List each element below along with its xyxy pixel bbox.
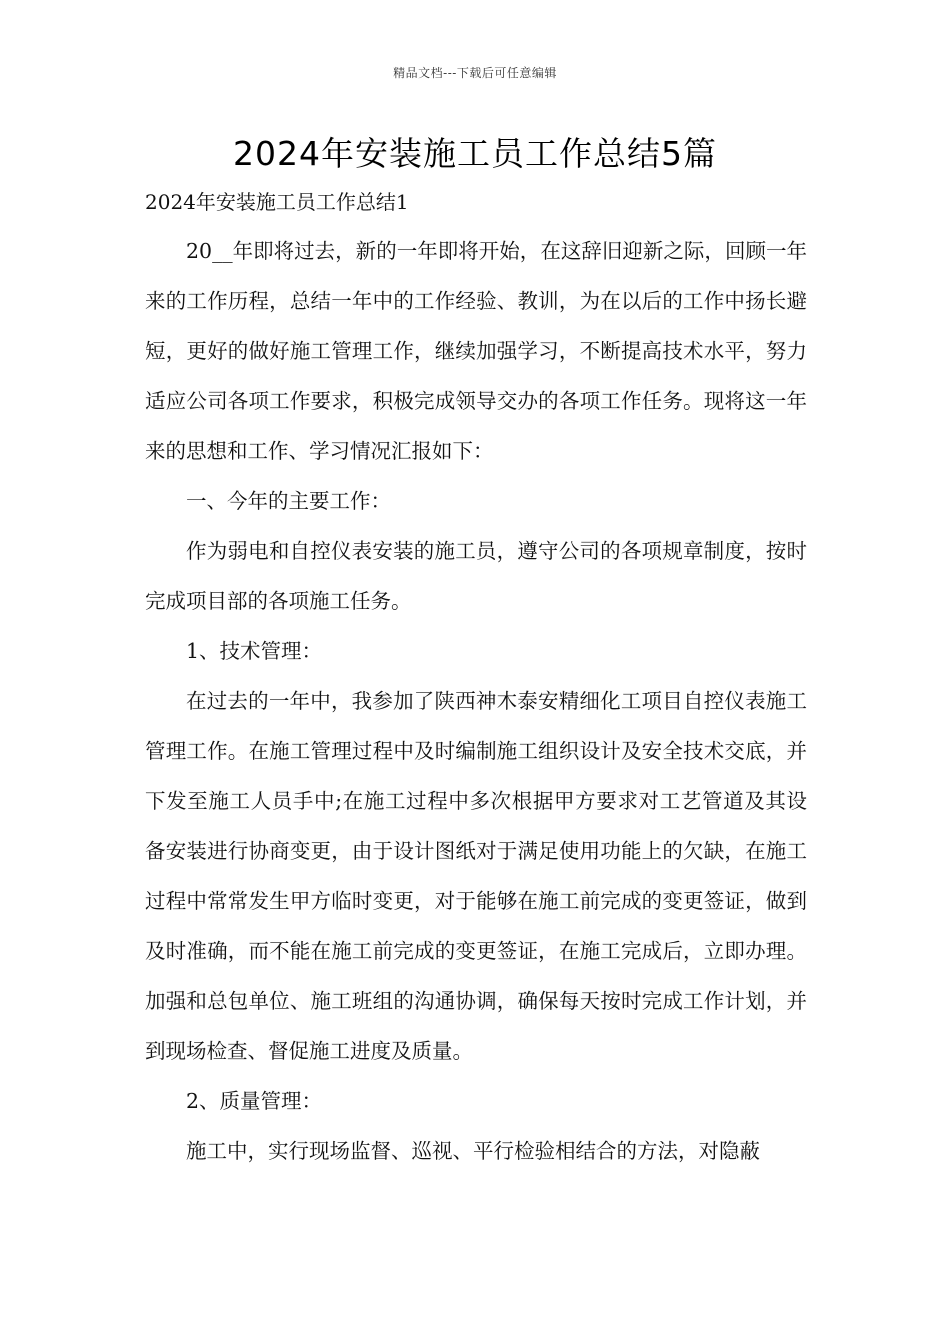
header-note: 精品文档---下载后可任意编辑 [393, 66, 557, 80]
paragraph-quality-management: 施工中，实行现场监督、巡视、平行检验相结合的方法，对隐蔽 [186, 1139, 760, 1163]
section-title: 2024年安装施工员工作总结1 [145, 190, 409, 214]
paragraph-heading-main-work: 一、今年的主要工作： [186, 489, 391, 513]
paragraph-intro: 20__年即将过去，新的一年即将开始，在这辞旧迎新之际，回顾一年来的工作历程，总结一年中的工作经验、教训，为在以后的工作中扬长避短，更好的做好施工管理工作，继续加强学习，不断提高技术水平，努力适应公司各项工作要求，积极完成领导交办的各项工作任务。现将这一年来的思想和工作、学习情况汇报如下： [145, 239, 807, 463]
paragraph-role: 作为弱电和自控仪表安装的施工员，遵守公司的各项规章制度，按时完成项目部的各项施工任务。 [145, 539, 807, 613]
document-body [145, 226, 807, 1176]
document-title: 2024年安装施工员工作总结5篇 [233, 134, 717, 173]
paragraph-tech-management: 在过去的一年中，我参加了陕西神木泰安精细化工项目自控仪表施工管理工作。在施工管理过程中及时编制施工组织设计及安全技术交底，并下发至施工人员手中;在施工过程中多次根据甲方要求对工艺管道及其设备安装进行协商变更，由于设计图纸对于满足使用功能上的欠缺，在施工过程中常常发生甲方临时变更，对于能够在施工前完成的变更签证，做到及时准确，而不能在施工前完成的变更签证，在施工完成后，立即办理。加强和总包单位、施工班组的沟通协调，确保每天按时完成工作计划，并到现场检查、督促施工进度及质量。 [145, 689, 807, 1063]
paragraph-heading-tech-management: 1、技术管理： [186, 639, 323, 663]
paragraph-heading-quality-management: 2、质量管理： [186, 1089, 323, 1113]
